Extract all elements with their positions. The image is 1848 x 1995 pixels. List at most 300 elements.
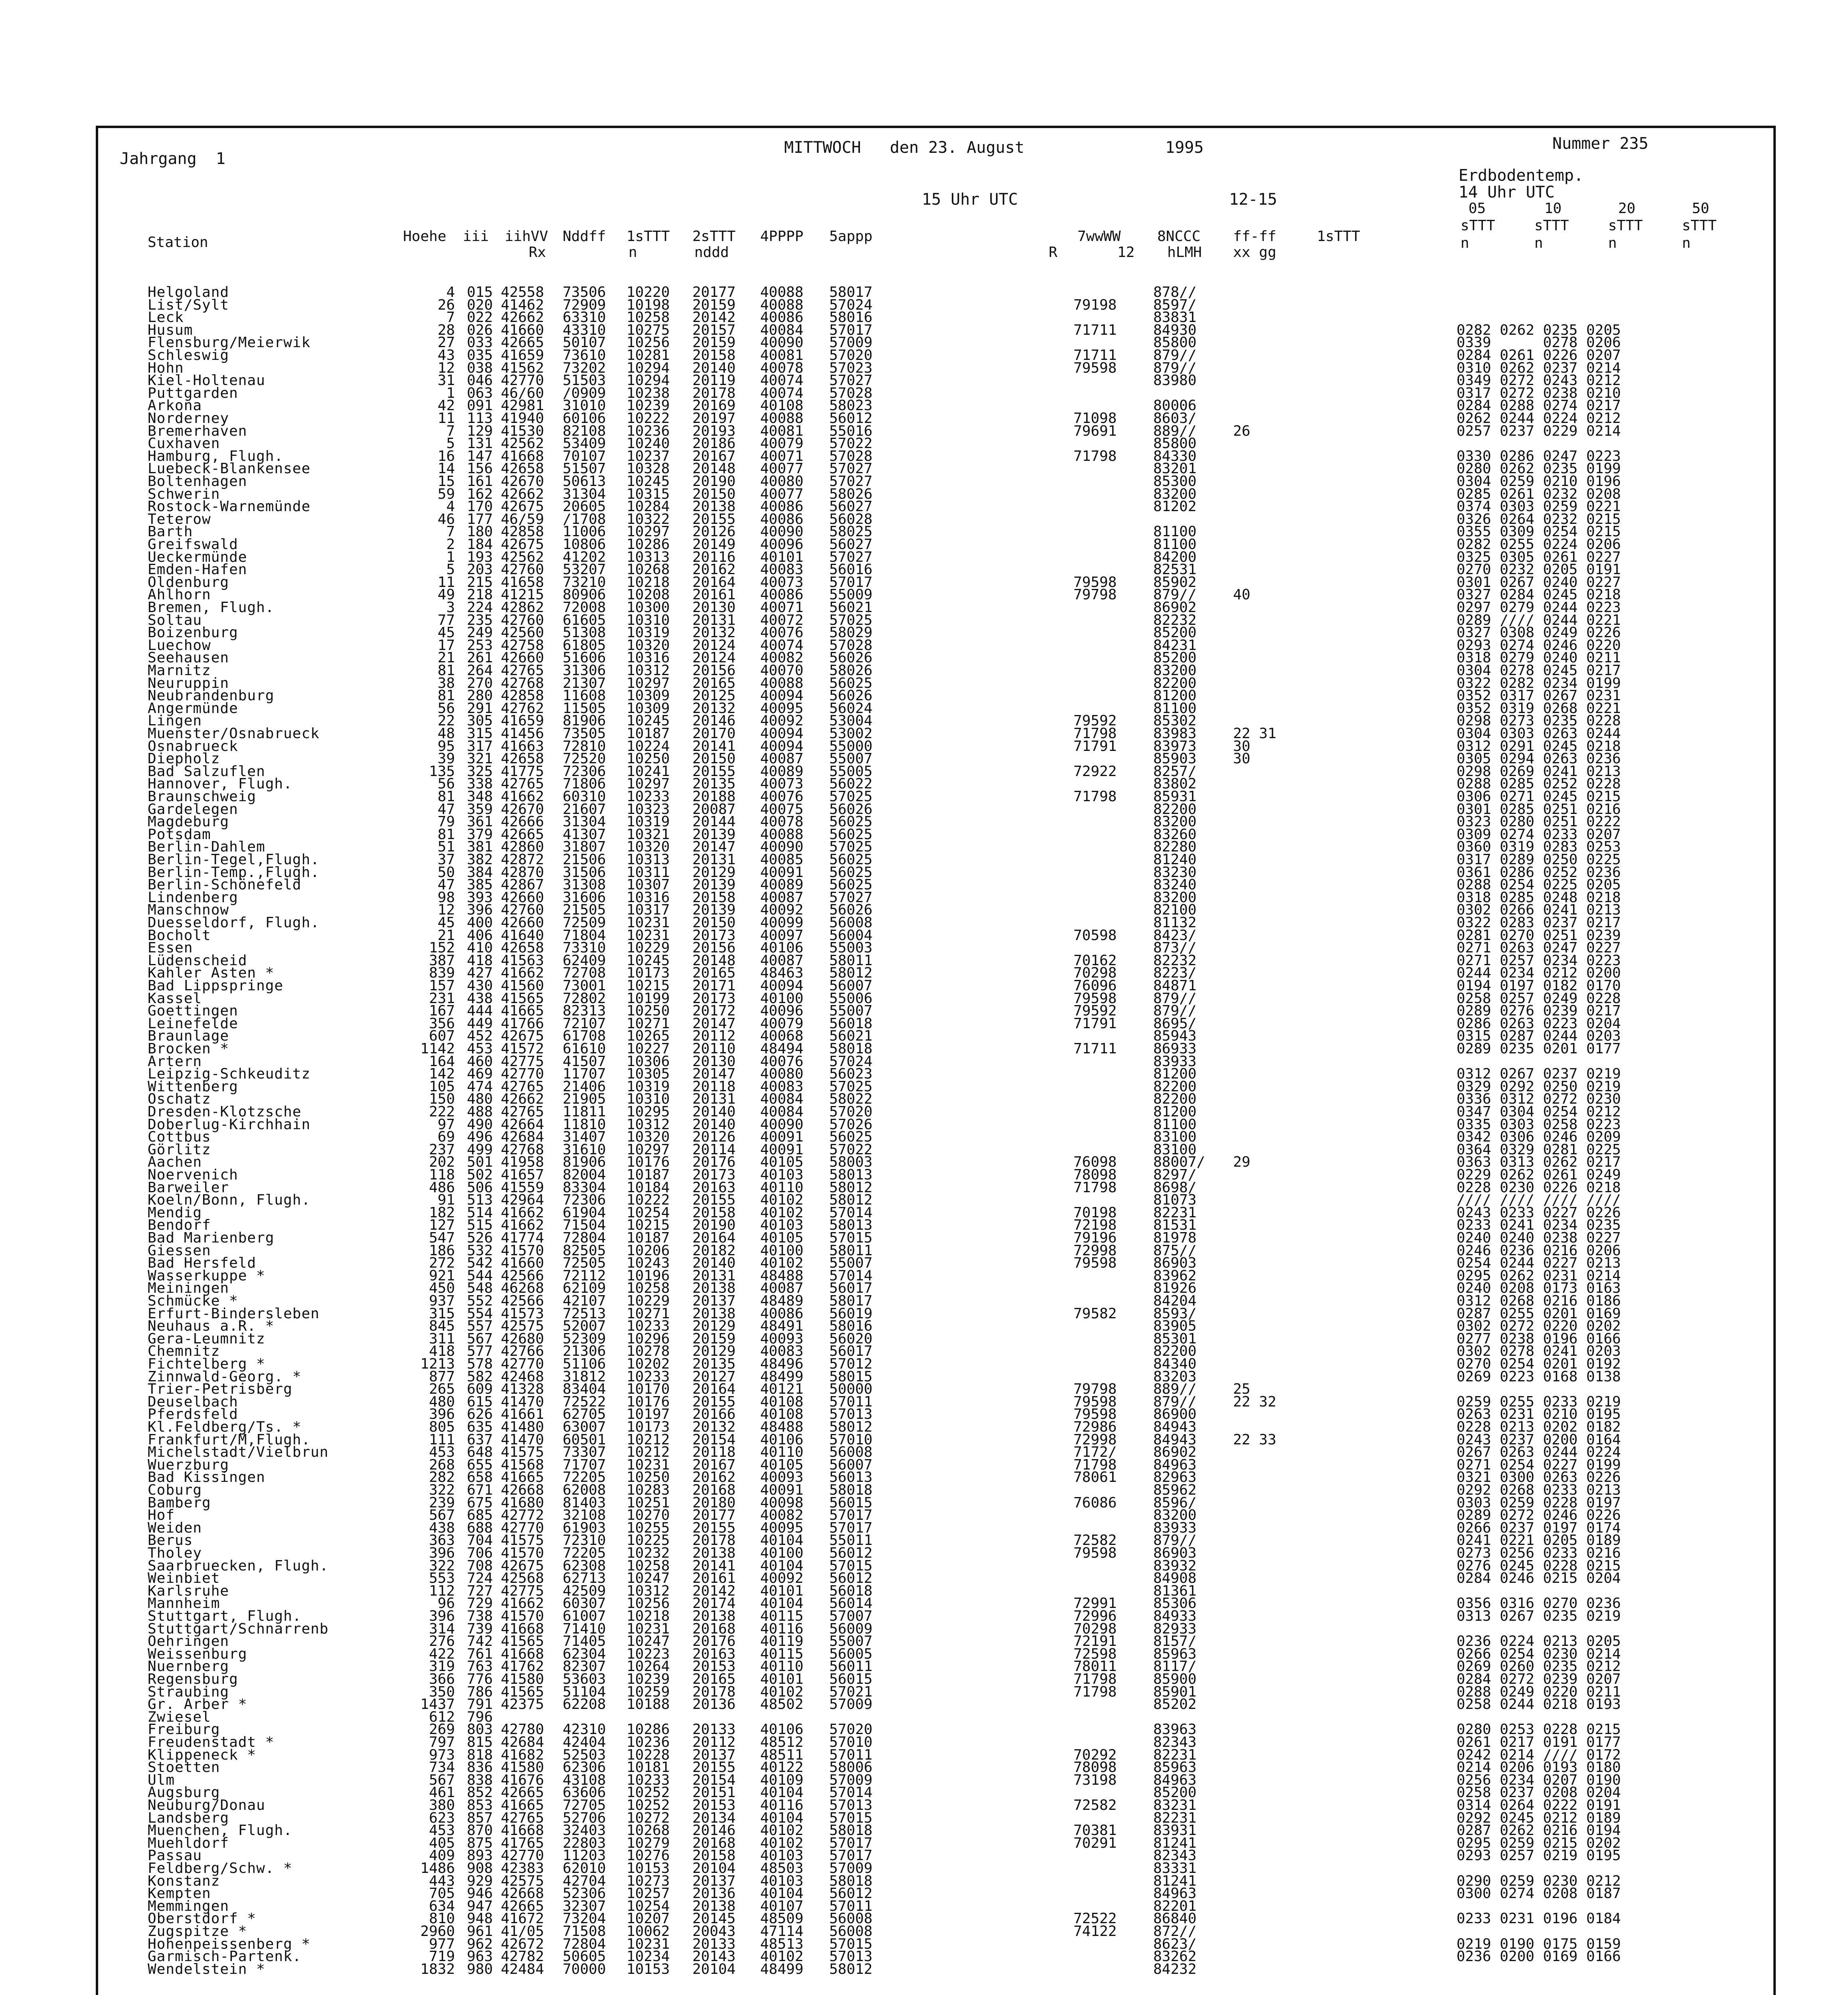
cell-ncc8: 82343: [1153, 1847, 1197, 1864]
cell-p4: 40119: [760, 1633, 804, 1650]
cell-iii: 348: [467, 788, 493, 805]
cell-p4: 40084: [760, 1104, 804, 1120]
cell-iihvv: 42664: [501, 1116, 544, 1133]
cell-hoehe: 322: [429, 1482, 455, 1498]
cell-p5: 57028: [829, 448, 873, 464]
cell-hoehe: 27: [437, 334, 455, 351]
cell-ncc8: 81978: [1153, 1230, 1197, 1246]
cell-hoehe: 567: [429, 1507, 455, 1524]
cell-ts1: 10223: [627, 1645, 670, 1662]
cell-ts2: 20126: [692, 523, 736, 540]
cell-p4: 40094: [760, 978, 804, 994]
cell-ts1: 10233: [627, 1368, 670, 1385]
cell-soil: 0267 0263 0244 0224: [1457, 1444, 1621, 1461]
cell-p5: 56012: [829, 1545, 873, 1561]
cell-ncc8: 86903: [1153, 1545, 1197, 1561]
cell-iihvv: 41640: [501, 927, 544, 944]
cell-station: List/Sylt: [148, 296, 229, 313]
cell-soil: 0277 0238 0196 0166: [1457, 1330, 1621, 1347]
cell-ts1: 10239: [627, 1671, 670, 1687]
cell-iii: 427: [467, 965, 493, 982]
cell-soil: 0318 0279 0240 0211: [1457, 650, 1621, 666]
cell-p4: 40090: [760, 523, 804, 540]
cell-iii: 980: [467, 1961, 493, 1977]
cell-iii: 020: [467, 296, 493, 313]
cell-p4: 40110: [760, 1658, 804, 1675]
cell-p5: 56026: [829, 902, 873, 918]
cell-hoehe: 81: [437, 788, 455, 805]
cell-ff: 22 31: [1233, 725, 1277, 742]
cell-iihvv: 42765: [501, 776, 544, 792]
cell-p4: 40104: [760, 1784, 804, 1801]
cell-soil: 0271 0263 0247 0227: [1457, 940, 1621, 956]
cell-p4: 40076: [760, 624, 804, 641]
cell-p5: 56012: [829, 1570, 873, 1587]
cell-nddff: 31807: [563, 839, 606, 855]
cell-p5: 57007: [829, 1608, 873, 1624]
cell-p5: 57014: [829, 1267, 873, 1284]
cell-hoehe: 315: [429, 1305, 455, 1322]
cell-p5: 57010: [829, 1431, 873, 1448]
cell-iihvv: 41775: [501, 763, 544, 780]
cell-iihvv: 46/59: [501, 511, 544, 527]
cell-p4: 40085: [760, 851, 804, 868]
cell-ncc8: 85302: [1153, 713, 1197, 729]
cell-soil: 0262 0244 0224 0212: [1457, 410, 1621, 427]
cell-p4: 48511: [760, 1746, 804, 1763]
cell-ts1: 10218: [627, 574, 670, 591]
cell-p4: 40104: [760, 1557, 804, 1574]
cell-station: Garmisch-Partenk.: [148, 1948, 302, 1965]
cell-p5: 58003: [829, 1154, 873, 1171]
cell-ts2: 20136: [692, 1885, 736, 1902]
cell-p5: 58012: [829, 1419, 873, 1435]
cell-station: Bad Lippspringe: [148, 978, 284, 994]
cell-p5: 56014: [829, 1595, 873, 1612]
cell-station: Landsberg: [148, 1809, 229, 1826]
cell-soil: 0236 0224 0213 0205: [1457, 1633, 1621, 1650]
cell-soil: 0336 0312 0272 0230: [1457, 1091, 1621, 1108]
cell-p5: 56018: [829, 1015, 873, 1032]
cell-station: Teterow: [148, 511, 211, 527]
cell-nddff: 62010: [563, 1860, 606, 1876]
cell-ts2: 20133: [692, 1721, 736, 1738]
cell-ff: 30: [1233, 751, 1251, 767]
cell-p4: 40093: [760, 1330, 804, 1347]
cell-soil: 0293 0274 0246 0220: [1457, 637, 1621, 654]
cell-ts2: 20140: [692, 1104, 736, 1120]
cell-nddff: 73505: [563, 725, 606, 742]
cell-hoehe: 797: [429, 1734, 455, 1750]
cell-p4: 40092: [760, 902, 804, 918]
cell-ncc8: 84963: [1153, 1885, 1197, 1902]
cell-iii: 193: [467, 549, 493, 565]
cell-ww7: 72191: [1073, 1633, 1117, 1650]
cell-p4: 40081: [760, 423, 804, 439]
cell-ncc8: 82231: [1153, 1809, 1197, 1826]
cell-iii: 514: [467, 1204, 493, 1221]
cell-ww7: 79598: [1073, 1393, 1117, 1410]
cell-hoehe: 268: [429, 1456, 455, 1473]
cell-ts2: 20127: [692, 1368, 736, 1385]
cell-ff: 22 33: [1233, 1431, 1277, 1448]
cell-iihvv: 42562: [501, 435, 544, 452]
col-sttt-05: sTTT: [1461, 217, 1495, 234]
cell-ncc8: 84963: [1153, 1456, 1197, 1473]
cell-soil: 0259 0255 0233 0219: [1457, 1393, 1621, 1410]
cell-ww7: 72922: [1073, 763, 1117, 780]
cell-station: Luechow: [148, 637, 211, 654]
cell-iii: 321: [467, 751, 493, 767]
cell-station: Cuxhaven: [148, 435, 220, 452]
cell-ff: 26: [1233, 423, 1251, 439]
cell-ts2: 20197: [692, 410, 736, 427]
cell-nddff: 83304: [563, 1179, 606, 1196]
cell-soil: 0289 0272 0246 0226: [1457, 1507, 1621, 1524]
cell-p5: 56016: [829, 561, 873, 578]
cell-hoehe: 1437: [420, 1696, 455, 1713]
cell-station: Cottbus: [148, 1129, 211, 1146]
cell-p5: 56025: [829, 851, 873, 868]
cell-nddff: 73202: [563, 359, 606, 376]
cell-ts1: 10187: [627, 725, 670, 742]
cell-hoehe: 387: [429, 952, 455, 969]
cell-ww7: 79592: [1073, 1003, 1117, 1019]
cell-p4: 40091: [760, 1141, 804, 1158]
cell-p5: 56007: [829, 1456, 873, 1473]
cell-iii: 022: [467, 309, 493, 326]
cell-nddff: 51503: [563, 372, 606, 389]
cell-soil: 0286 0263 0223 0204: [1457, 1015, 1621, 1032]
cell-ts2: 20186: [692, 435, 736, 452]
cell-iii: 291: [467, 700, 493, 717]
cell-iii: 280: [467, 687, 493, 704]
cell-p4: 40104: [760, 1532, 804, 1549]
cell-p4: 40087: [760, 952, 804, 969]
cell-hoehe: 37: [437, 851, 455, 868]
cell-ts2: 20150: [692, 915, 736, 931]
cell-soil: 0326 0264 0232 0215: [1457, 511, 1621, 527]
cell-nddff: 31407: [563, 1129, 606, 1146]
cell-iihvv: 41565: [501, 1683, 544, 1700]
cell-iii: 578: [467, 1356, 493, 1372]
cell-ts1: 10311: [627, 864, 670, 881]
cell-ncc8: 85200: [1153, 650, 1197, 666]
cell-ts2: 20173: [692, 927, 736, 944]
cell-ncc8: 82531: [1153, 561, 1197, 578]
cell-ts1: 10273: [627, 1873, 670, 1889]
cell-ts1: 10315: [627, 486, 670, 502]
cell-hoehe: 366: [429, 1671, 455, 1687]
cell-ts2: 20124: [692, 637, 736, 654]
cell-soil: 0361 0286 0252 0236: [1457, 864, 1621, 881]
cell-p4: 40091: [760, 1482, 804, 1498]
cell-ncc8: 83203: [1153, 1368, 1197, 1385]
cell-ts2: 20165: [692, 1671, 736, 1687]
cell-ts1: 10173: [627, 965, 670, 982]
cell-ts1: 10220: [627, 284, 670, 300]
cell-ww7: 76086: [1073, 1494, 1117, 1511]
cell-iihvv: 42660: [501, 915, 544, 931]
cell-soil: 0347 0304 0254 0212: [1457, 1104, 1621, 1120]
cell-soil: 0242 0214 //// 0172: [1457, 1746, 1621, 1763]
cell-ts1: 10323: [627, 801, 670, 818]
cell-hoehe: 112: [429, 1582, 455, 1599]
cell-ts1: 10319: [627, 624, 670, 641]
cell-hoehe: 1: [446, 549, 455, 565]
cell-nddff: 61605: [563, 612, 606, 628]
cell-p5: 57009: [829, 334, 873, 351]
cell-station: Bendorf: [148, 1217, 211, 1234]
cell-station: Berlin-Dahlem: [148, 839, 265, 855]
cell-p5: 53002: [829, 725, 873, 742]
cell-ts1: 10233: [627, 1772, 670, 1788]
cell-ff: 30: [1233, 738, 1251, 755]
cell-ts1: 10206: [627, 1242, 670, 1259]
cell-p4: 40102: [760, 1683, 804, 1700]
cell-station: Muenster/Osnabrueck: [148, 725, 320, 742]
cell-ts1: 10312: [627, 662, 670, 679]
cell-ww7: 70198: [1073, 1204, 1117, 1221]
cell-iii: 875: [467, 1835, 493, 1851]
cell-soil: 0256 0234 0207 0190: [1457, 1772, 1621, 1788]
cell-soil: 0302 0266 0241 0213: [1457, 902, 1621, 918]
cell-ncc8: 83200: [1153, 486, 1197, 502]
cell-ts1: 10297: [627, 1141, 670, 1158]
cell-nddff: 72705: [563, 1797, 606, 1813]
cell-ncc8: 83983: [1153, 725, 1197, 742]
cell-nddff: 31308: [563, 877, 606, 893]
cell-ts2: 20158: [692, 1204, 736, 1221]
cell-ts2: 20150: [692, 486, 736, 502]
cell-iii: 131: [467, 435, 493, 452]
cell-station: Artern: [148, 1053, 202, 1070]
cell-ts1: 10268: [627, 1822, 670, 1839]
cell-iihvv: 42782: [501, 1948, 544, 1965]
cell-hoehe: 79: [437, 814, 455, 830]
cell-nddff: 60106: [563, 410, 606, 427]
cell-ww7: 79598: [1073, 1545, 1117, 1561]
cell-p5: 57017: [829, 1835, 873, 1851]
cell-ww7: 71798: [1073, 725, 1117, 742]
cell-iihvv: 41659: [501, 713, 544, 729]
cell-ww7: 72991: [1073, 1595, 1117, 1612]
cell-soil: 0282 0255 0224 0206: [1457, 536, 1621, 553]
cell-ts1: 10295: [627, 1104, 670, 1120]
cell-iii: 496: [467, 1129, 493, 1146]
cell-iii: 161: [467, 473, 493, 490]
cell-nddff: 73001: [563, 978, 606, 994]
cell-nddff: 31010: [563, 397, 606, 414]
cell-ww7: 72998: [1073, 1431, 1117, 1448]
cell-ncc8: 879//: [1153, 1532, 1197, 1549]
cell-nddff: 21905: [563, 1091, 606, 1108]
cell-hoehe: 12: [437, 902, 455, 918]
cell-p4: 48509: [760, 1910, 804, 1927]
cell-soil: 0292 0245 0212 0189: [1457, 1809, 1621, 1826]
cell-ts1: 10281: [627, 347, 670, 363]
cell-iihvv: 42858: [501, 523, 544, 540]
cell-p5: 56013: [829, 1469, 873, 1486]
cell-ncc8: 83980: [1153, 372, 1197, 389]
cell-ts2: 20176: [692, 1633, 736, 1650]
cell-iihvv: 41462: [501, 296, 544, 313]
cell-nddff: 52309: [563, 1330, 606, 1347]
cell-station: Oldenburg: [148, 574, 229, 591]
cell-station: Gr. Arber *: [148, 1696, 247, 1713]
cell-iihvv: 42668: [501, 1482, 544, 1498]
cell-station: Straubing: [148, 1683, 229, 1700]
cell-ts1: 10212: [627, 1431, 670, 1448]
cell-nddff: 81403: [563, 1494, 606, 1511]
cell-p5: 57015: [829, 1809, 873, 1826]
cell-hoehe: 17: [437, 637, 455, 654]
cell-station: Muenchen, Flugh.: [148, 1822, 293, 1839]
cell-soil: 0280 0253 0228 0215: [1457, 1721, 1621, 1738]
cell-ts1: 10283: [627, 1482, 670, 1498]
cell-iii: 893: [467, 1847, 493, 1864]
cell-nddff: 71804: [563, 927, 606, 944]
cell-iii: 577: [467, 1343, 493, 1360]
cell-ts1: 10320: [627, 637, 670, 654]
cell-ww7: 71798: [1073, 788, 1117, 805]
cell-p5: 57012: [829, 1356, 873, 1372]
cell-iii: 033: [467, 334, 493, 351]
cell-station: Boltenhagen: [148, 473, 247, 490]
cell-ncc8: 80006: [1153, 397, 1197, 414]
cell-p5: 58016: [829, 309, 873, 326]
cell-p5: 57017: [829, 1519, 873, 1536]
cell-nddff: 43310: [563, 322, 606, 338]
cell-soil: 0300 0274 0208 0187: [1457, 1885, 1621, 1902]
cell-iii: 739: [467, 1620, 493, 1637]
cell-iihvv: 41660: [501, 1255, 544, 1272]
cell-nddff: 72008: [563, 599, 606, 616]
cell-soil: 0312 0268 0216 0186: [1457, 1293, 1621, 1309]
cell-p5: 58013: [829, 1167, 873, 1183]
cell-ww7: 72582: [1073, 1797, 1117, 1813]
cell-soil: 0229 0262 0261 0249: [1457, 1167, 1621, 1183]
cell-nddff: 31812: [563, 1368, 606, 1385]
cell-p5: 57017: [829, 574, 873, 591]
cell-iihvv: 41559: [501, 1179, 544, 1196]
cell-ts2: 20156: [692, 662, 736, 679]
cell-station: Zugspitze *: [148, 1923, 247, 1940]
cell-p4: 48513: [760, 1936, 804, 1952]
cell-ncc8: 879//: [1153, 1003, 1197, 1019]
cell-hoehe: 438: [429, 1519, 455, 1536]
cell-ww7: 79592: [1073, 713, 1117, 729]
cell-hoehe: 49: [437, 587, 455, 603]
cell-nddff: 51606: [563, 650, 606, 666]
cell-soil: 0304 0259 0210 0196: [1457, 473, 1621, 490]
cell-nddff: 60310: [563, 788, 606, 805]
cell-p5: 58026: [829, 662, 873, 679]
cell-nddff: /1708: [563, 511, 606, 527]
cell-station: Kempten: [148, 1885, 211, 1902]
cell-iihvv: 41456: [501, 725, 544, 742]
cell-iii: 526: [467, 1230, 493, 1246]
col-rx: Rx: [529, 244, 546, 261]
cell-hoehe: 422: [429, 1645, 455, 1662]
cell-iihvv: 42775: [501, 1582, 544, 1599]
cell-ts2: 20176: [692, 1154, 736, 1171]
cell-ts2: 20112: [692, 1734, 736, 1750]
cell-soil: 0276 0245 0228 0215: [1457, 1557, 1621, 1574]
cell-hoehe: 152: [429, 940, 455, 956]
cell-p4: 40115: [760, 1608, 804, 1624]
cell-hoehe: 1142: [420, 1041, 455, 1057]
cell-p5: 57017: [829, 1847, 873, 1864]
cell-ff: 22 32: [1233, 1393, 1277, 1410]
cell-p4: 40100: [760, 1242, 804, 1259]
cell-iii: 609: [467, 1381, 493, 1398]
cell-hoehe: 16: [437, 448, 455, 464]
cell-p4: 40121: [760, 1381, 804, 1398]
cell-iihvv: 41560: [501, 978, 544, 994]
cell-p4: 40079: [760, 1015, 804, 1032]
cell-ncc8: 81202: [1153, 498, 1197, 515]
cell-ncc8: 84908: [1153, 1570, 1197, 1587]
cell-ncc8: 8603/: [1153, 410, 1197, 427]
cell-ncc8: 83932: [1153, 1557, 1197, 1574]
cell-station: Görlitz: [148, 1141, 211, 1158]
cell-p5: 56009: [829, 1620, 873, 1637]
cell-nddff: 32108: [563, 1507, 606, 1524]
cell-ts1: 10247: [627, 1633, 670, 1650]
cell-ts2: 20164: [692, 1381, 736, 1398]
cell-hoehe: 461: [429, 1784, 455, 1801]
cell-ts2: 20141: [692, 738, 736, 755]
cell-hoehe: 2960: [420, 1923, 455, 1940]
cell-station: Husum: [148, 322, 193, 338]
cell-ncc8: 85962: [1153, 1482, 1197, 1498]
cell-ncc8: 88007/: [1153, 1154, 1206, 1171]
cell-soil: 0228 0230 0226 0218: [1457, 1179, 1621, 1196]
cell-p5: 57025: [829, 788, 873, 805]
cell-soil: 0233 0231 0196 0184: [1457, 1910, 1621, 1927]
cell-ncc8: 81100: [1153, 700, 1197, 717]
cell-nddff: 52503: [563, 1746, 606, 1763]
cell-station: Duesseldorf, Flugh.: [148, 915, 320, 931]
cell-station: Diepholz: [148, 751, 220, 767]
cell-ts1: 10241: [627, 763, 670, 780]
cell-hoehe: 182: [429, 1204, 455, 1221]
cell-p5: 58012: [829, 1192, 873, 1209]
cell-iihvv: 42468: [501, 1368, 544, 1385]
cell-ww7: 70298: [1073, 1620, 1117, 1637]
cell-ww7: 74122: [1073, 1923, 1117, 1940]
cell-station: Barth: [148, 523, 193, 540]
cell-iii: 147: [467, 448, 493, 464]
cell-iii: 506: [467, 1179, 493, 1196]
cell-hoehe: 42: [437, 397, 455, 414]
cell-p4: 40076: [760, 788, 804, 805]
cell-p5: 56022: [829, 776, 873, 792]
cell-station: Lingen: [148, 713, 202, 729]
cell-iii: 513: [467, 1192, 493, 1209]
cell-ts1: 10197: [627, 1406, 670, 1423]
cell-iihvv: 41668: [501, 448, 544, 464]
cell-iii: 396: [467, 902, 493, 918]
cell-iihvv: 41662: [501, 788, 544, 805]
cell-station: Berlin-Tegel,Flugh.: [148, 851, 320, 868]
cell-ts2: 20131: [692, 851, 736, 868]
cell-iihvv: 42675: [501, 498, 544, 515]
cell-iihvv: 42660: [501, 889, 544, 906]
cell-nddff: 32403: [563, 1822, 606, 1839]
cell-p5: 57020: [829, 1104, 873, 1120]
